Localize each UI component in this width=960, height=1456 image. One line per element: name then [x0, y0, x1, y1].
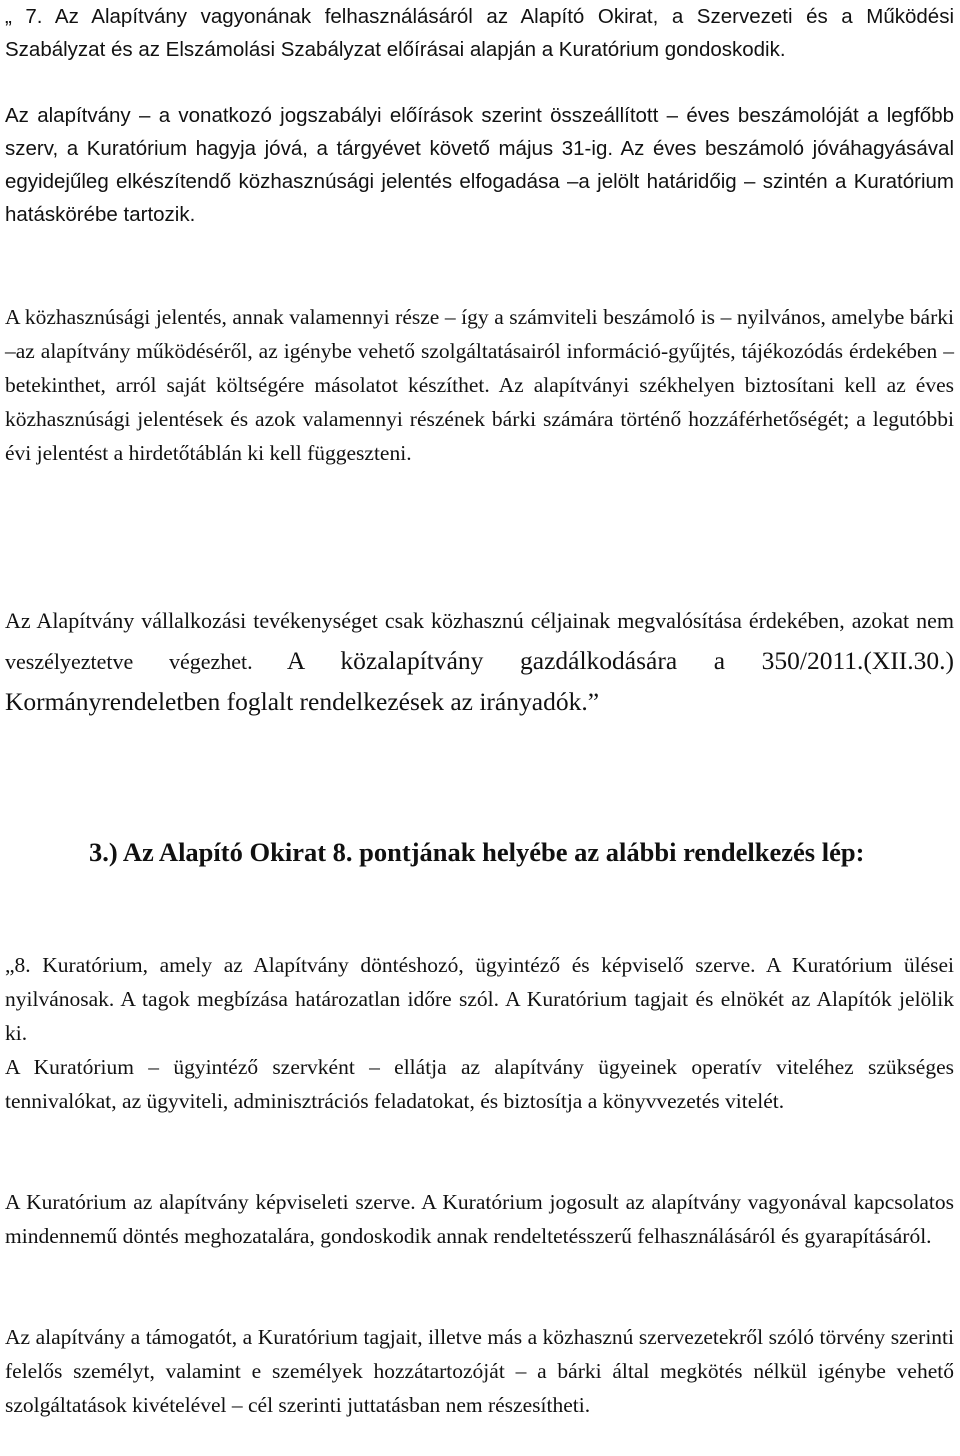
amendment-heading	[89, 834, 954, 870]
paragraph-curatorium-duties	[5, 1050, 954, 1118]
sentence: A közalapítvány gazdálkodására a 350/2011.(XII.30.) Kormányrendeletben foglalt rendelkezések az irányadók.”	[5, 646, 955, 716]
paragraph-curatorium	[5, 948, 954, 1050]
paragraph: Az alapítvány – a vonatkozó jogszabályi előírások szerint összeállított – éves beszámolóját a legfőbb szerv, a Kuratórium hagyja jóvá, a tárgyévet követő május 31-ig. Az éves beszámoló jóváhagyásával egyidejűleg elkészítendő közhasznúsági jelentés elfogadása –a jelölt határidőig – szintén a Kuratórium hatáskörébe tartozik.	[5, 104, 954, 226]
paragraph: Az alapítvány a támogatót, a Kuratórium tagjait, illetve más a közhasznú szervezetekről szóló törvény szerinti felelős személyt, valamint e személyek hozzátartozóját – a bárki által megkötés nélkül igénybe vehető szolgáltatások kivételével – cél szerinti juttatásban nem részesítheti.	[5, 1325, 954, 1417]
paragraph-business-activity	[5, 604, 954, 724]
heading-text: Az Alapító Okirat 8. pontjának helyébe az alábbi rendelkezés lép:	[122, 837, 865, 867]
paragraph: A Kuratórium az alapítvány képviseleti szerve. A Kuratórium jogosult az alapítvány vagyonával kapcsolatos mindennemű döntés meghozatalára, gondoskodik annak rendeltetésszerű felhasználásáról és gyarapításáról.	[5, 1190, 954, 1248]
paragraph: A közhasznúsági jelentés, annak valamennyi része – így a számviteli beszámoló is – nyilvános, amelybe bárki –az alapítvány működéséről, az igénybe vehető szolgáltatásairól információ-gyűjtés, tájékozódás érdekében – betekinthet, arról saját költségére másolatot készíthet. Az alapítványi székhelyen biztosítani kell az éves közhasznúsági jelentések és azok valamennyi részének bárki számára történő hozzáférhetőségét; a legutóbbi évi jelentést a hirdetőtáblán ki kell függeszteni.	[5, 305, 954, 465]
paragraph-public-report	[5, 300, 954, 470]
paragraph: „8. Kuratórium, amely az Alapítvány döntéshozó, ügyintéző és képviselő szerve. A Kuratórium ülései nyilvánosak. A tagok megbízása határozatlan időre szól. A Kuratórium tagjait és elnökét az Alapítók jelölik ki.	[5, 953, 954, 1045]
paragraph-representation	[5, 1185, 954, 1253]
paragraph: „ 7. Az Alapítvány vagyonának felhasználásáról az Alapító Okirat, a Szervezeti és a Működési Szabályzat és az Elszámolási Szabályzat előírásai alapján a Kuratórium gondoskodik.	[5, 5, 954, 61]
paragraph: A Kuratórium – ügyintéző szervként – ellátja az alapítvány ügyeinek operatív viteléhez szükséges tennivalókat, az ügyviteli, adminisztrációs feladatokat, és biztosítja a könyvvezetés vitelét.	[5, 1055, 954, 1113]
paragraph-section-7	[5, 0, 954, 66]
heading-number: 3.)	[89, 837, 118, 867]
paragraph-benefits	[5, 1320, 954, 1422]
paragraph-annual-report	[5, 99, 954, 231]
sentence: Az Alapítvány vállalkozási tevékenységet csak közhasznú céljainak megvalósítása érdekében, azokat nem veszélyeztetve végezhet.	[5, 608, 954, 674]
